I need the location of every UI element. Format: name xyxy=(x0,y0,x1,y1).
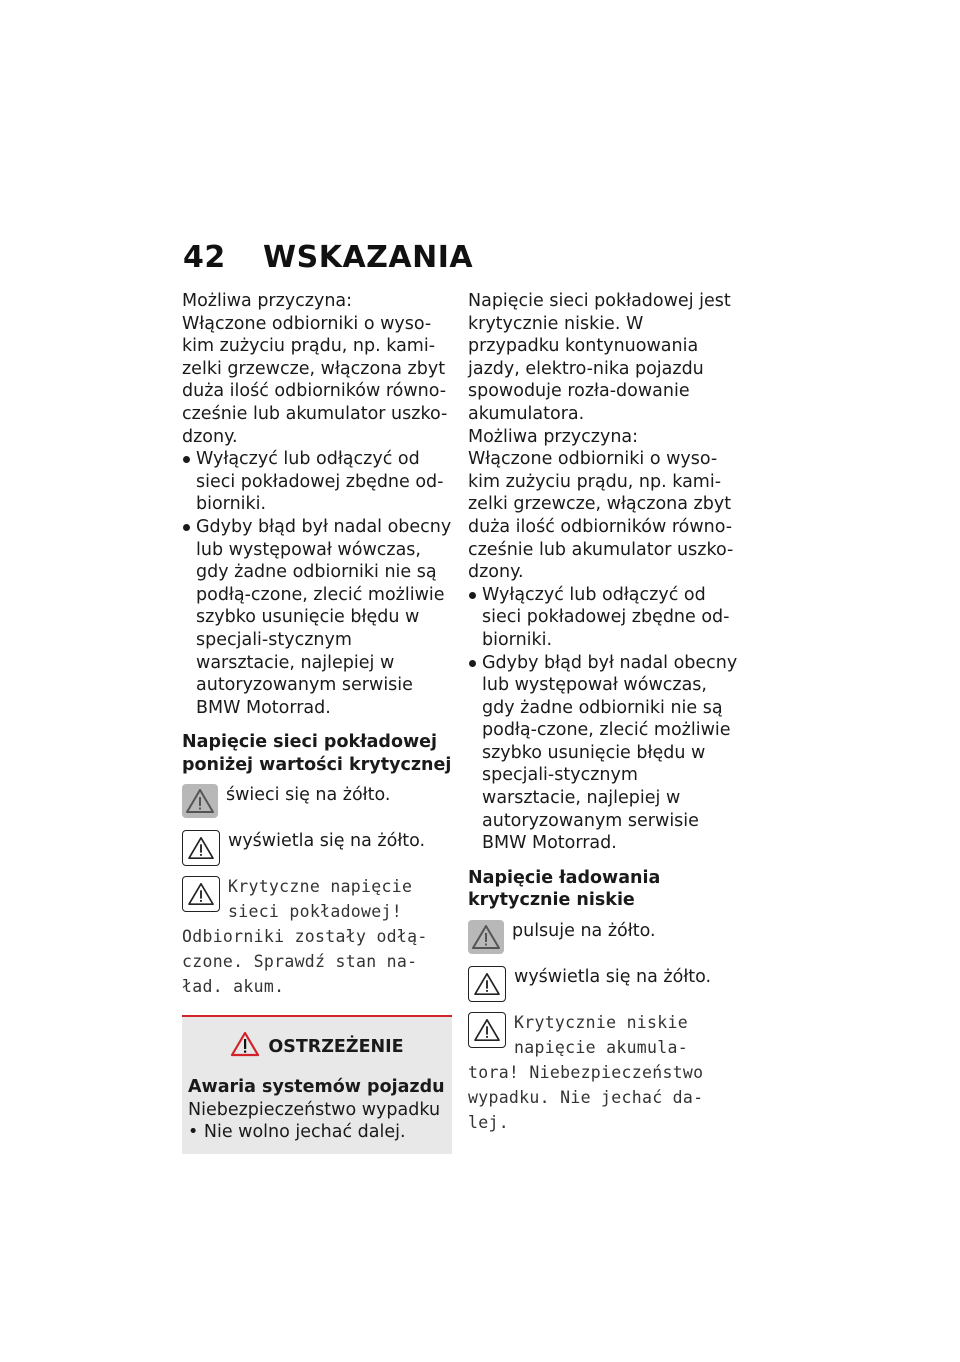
page-header xyxy=(183,240,473,275)
list-item: Wyłączyć lub odłączyć od sieci pokładowej zbędne od-biorniki. xyxy=(182,448,452,516)
warning-triangle-outline-icon xyxy=(468,1012,506,1048)
cause-text: Włączone odbiorniki o wyso-kim zużyciu prądu, np. kami-zelki grzewcze, włączona zbyt duża ilość odbiorników równo-cześnie lub akumulator uszko-dzony. xyxy=(182,313,448,447)
cause-label: Możliwa przyczyna: xyxy=(468,426,639,447)
left-column xyxy=(182,290,452,1154)
warning-triangle-red-icon xyxy=(230,1031,260,1064)
display-text: wyświetla się na żółto. xyxy=(228,831,426,852)
display-row xyxy=(468,964,738,1002)
message-line: napięcie akumula- xyxy=(514,1038,688,1058)
display-text: wyświetla się na żółto. xyxy=(514,967,712,988)
list-item: Gdyby błąd był nadal obecny lub występował wówczas, gdy żadne odbiorniki nie są podłą-czone, zlecić możliwie szybko usunięcie błędu w specjali-stycznym warsztacie, najlepiej w autoryzowanym serwisie BMW Motorrad. xyxy=(182,516,452,719)
warning-triangle-outline-icon xyxy=(468,966,506,1002)
indicator-text: pulsuje na żółto. xyxy=(512,921,656,942)
message-line: Krytyczne napięcie xyxy=(228,877,413,897)
intro-text: Napięcie sieci pokładowej jest krytycznie niskie. W przypadku kontynuowania jazdy, elektro-nika pojazdu spowoduje rozła-dowanie akumulatora. xyxy=(468,291,731,424)
warning-title: OSTRZEŻENIE xyxy=(268,1037,404,1058)
warning-line: • Nie wolno jechać dalej. xyxy=(188,1122,406,1143)
warning-triangle-outline-icon xyxy=(182,830,220,866)
page-title: WSKAZANIA xyxy=(263,240,474,275)
display-row xyxy=(182,828,452,866)
warning-line: Awaria systemów pojazdu xyxy=(188,1077,445,1098)
cause-label: Możliwa przyczyna: xyxy=(182,291,353,311)
warning-triangle-icon xyxy=(182,784,218,818)
warning-triangle-outline-icon xyxy=(182,876,220,912)
warning-box xyxy=(182,1015,452,1153)
list-item: Wyłączyć lub odłączyć od sieci pokładowej zbędne od-biorniki. xyxy=(468,584,738,652)
display-message xyxy=(468,1010,738,1135)
list-item: Gdyby błąd był nadal obecny lub występował wówczas, gdy żadne odbiorniki nie są podłą-czone, zlecić możliwie szybko usunięcie błędu w specjali-stycznym warsztacie, najlepiej w autoryzowanym serwisie BMW Motorrad. xyxy=(468,652,738,855)
message-line: Krytycznie niskie xyxy=(514,1013,688,1033)
message-text: tora! Niebezpieczeństwo wypadku. Nie jechać da- lej. xyxy=(468,1063,704,1133)
page-number: 42 xyxy=(183,240,226,275)
remedy-list xyxy=(182,448,452,719)
indicator-text: świeci się na żółto. xyxy=(226,785,391,806)
section-heading: Napięcie ładowania krytycznie niskie xyxy=(468,867,661,911)
remedy-list xyxy=(468,584,738,855)
display-message xyxy=(182,874,452,999)
cause-text: Włączone odbiorniki o wyso-kim zużyciu prądu, np. kami-zelki grzewcze, włączona zbyt duża ilość odbiorników równo-cześnie lub akumulator uszko-dzony. xyxy=(468,449,734,583)
indicator-row xyxy=(182,782,452,818)
message-text: Odbiorniki zostały odłą- czone. Sprawdź stan na- ład. akum. xyxy=(182,927,428,997)
warning-triangle-icon xyxy=(468,920,504,954)
warning-line: Niebezpieczeństwo wypadku xyxy=(188,1099,441,1120)
section-heading: Napięcie sieci pokładowej poniżej wartości krytycznej xyxy=(182,732,452,775)
indicator-row xyxy=(468,918,738,954)
message-line: sieci pokładowej! xyxy=(228,902,402,922)
right-column xyxy=(468,290,738,1135)
